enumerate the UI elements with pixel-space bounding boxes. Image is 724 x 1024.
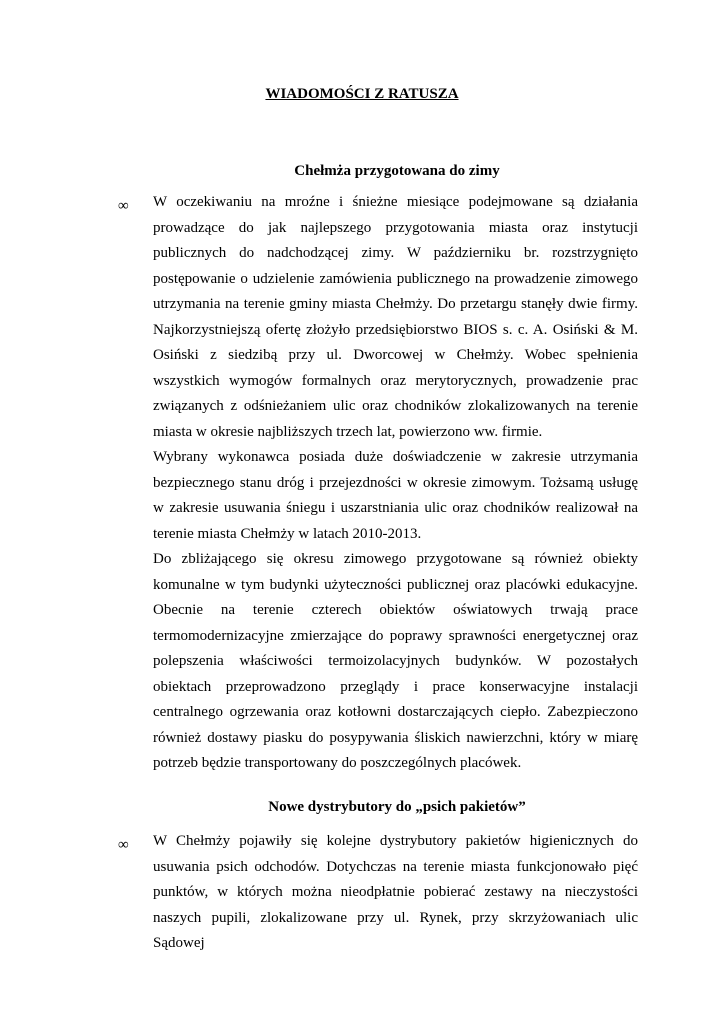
- section-body-dispensers: [153, 829, 638, 957]
- paragraph: W Chełmży pojawiły się kolejne dystrybutory pakietów higienicznych do usuwania psich odchodów. Dotychczas na terenie miasta funkcjonowało pięć punktów, w których można nieodpłatnie pobierać zestawy na nieczystości naszych pupili, zlokalizowane przy ul. Rynek, przy skrzyżowaniach ulic Sądowej: [153, 833, 638, 951]
- paragraph: Wybrany wykonawca posiada duże doświadczenie w zakresie utrzymania bezpiecznego stanu dróg i przejezdności w okresie zimowym. Tożsamą usługę w zakresie usuwania śniegu i uszarstniania ulic oraz chodników realizował na terenie miasta Chełmży w latach 2010-2013.: [153, 449, 638, 542]
- section-heading-winter: Chełmża przygotowana do zimy: [294, 163, 500, 179]
- section-heading-dispensers: Nowe dystrybutory do „psich pakietów”: [268, 799, 526, 815]
- infinity-bullet-icon: ∞: [118, 198, 129, 214]
- page-title: WIADOMOŚCI Z RATUSZA: [265, 86, 459, 102]
- paragraph: W oczekiwaniu na mroźne i śnieżne miesiące podejmowane są działania prowadzące do jak najlepszego przygotowania miasta oraz instytucji publicznych do nadchodzącej zimy. W październiku br. rozstrzygnięto postępowanie o udzielenie zamówienia publicznego na prowadzenie zimowego utrzymania na terenie gminy miasta Chełmży. Do przetargu stanęły dwie firmy. Najkorzystniejszą ofertę złożyło przedsiębiorstwo BIOS s. c. A. Osiński & M. Osiński z siedzibą przy ul. Dworcowej w Chełmży. Wobec spełnienia wszystkich wymogów formalnych oraz merytorycznych, prowadzenie prac związanych z odśnieżaniem ulic oraz chodników zlokalizowanych na terenie miasta w okresie najbliższych trzech lat, powierzono ww. firmie.: [153, 194, 638, 440]
- paragraph: Do zbliżającego się okresu zimowego przygotowane są również obiekty komunalne w tym budynki użyteczności publicznej oraz placówki edukacyjne. Obecnie na terenie czterech obiektów oświatowych trwają prace termomodernizacyjne zmierzające do poprawy sprawności energetycznej oraz polepszenia właściwości termoizolacyjnych budynków. W pozostałych obiektach przeprowadzono przeglądy i prace konserwacyjne instalacji centralnego ogrzewania oraz kotłowni dostarczających ciepło. Zabezpieczono również dostawy piasku do posypywania śliskich nawierzchni, który w miarę potrzeb będzie transportowany do poszczególnych placówek.: [153, 551, 638, 771]
- section-body-winter: [153, 190, 638, 777]
- infinity-bullet-icon: ∞: [118, 837, 129, 853]
